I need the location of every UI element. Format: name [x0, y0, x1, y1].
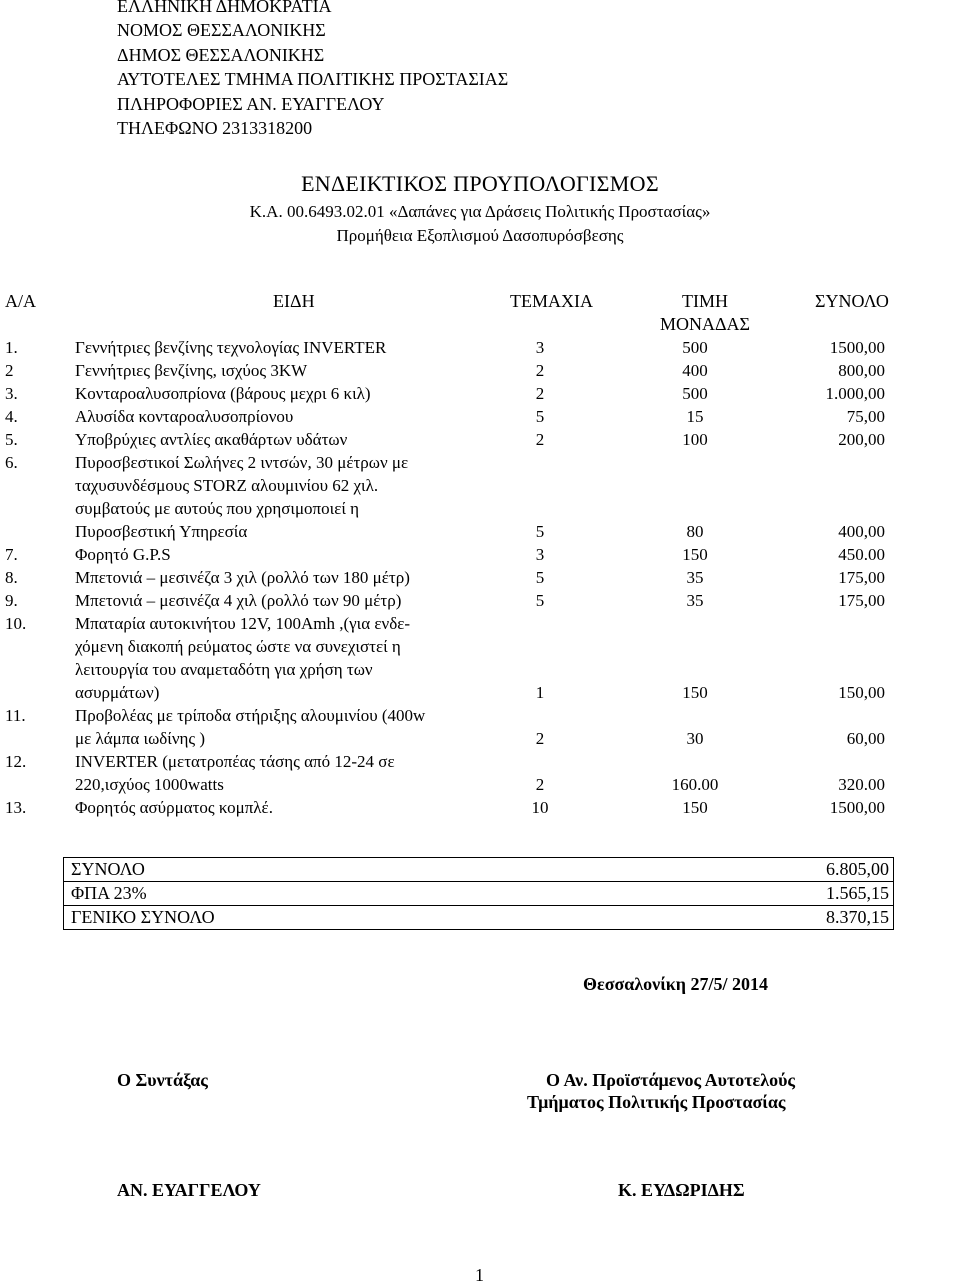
row-quantity: 5 [535, 407, 545, 426]
row-number: 11. [5, 706, 26, 725]
column-header-total: ΣΥΝΟΛΟ [815, 291, 889, 311]
row-number: 6. [5, 453, 18, 472]
totals-row [64, 858, 894, 882]
row-description: Μπαταρία αυτοκινήτου 12V, 100Amh ,(για ενδε- [75, 614, 411, 633]
row-description: ταχυσυνδέσμους STORZ αλουμινίου 62 χιλ. [75, 476, 379, 495]
column-header-qty: ΤΕΜΑΧΙΑ [510, 291, 593, 311]
row-number: 7. [5, 545, 18, 564]
row-number: 8. [5, 568, 18, 587]
totals-table [63, 857, 894, 930]
row-total: 1500,00 [829, 798, 885, 817]
row-quantity: 5 [535, 522, 545, 541]
column-header-price-line2: ΜΟΝΑΔΑΣ [659, 314, 751, 334]
row-unit-price: 80 [686, 522, 704, 541]
totals-label: ΣΥΝΟΛΟ [71, 859, 145, 879]
row-unit-price: 150 [682, 545, 708, 564]
row-quantity: 3 [535, 545, 545, 564]
row-total: 75,00 [846, 407, 885, 426]
row-description: Φορητό G.P.S [75, 545, 171, 564]
column-header-items: ΕΙΔΗ [273, 291, 315, 311]
row-description: Πυροσβεστική Υπηρεσία [75, 522, 248, 541]
row-description: ασυρμάτων) [75, 683, 160, 702]
row-quantity: 3 [535, 338, 545, 357]
row-unit-price: 35 [686, 568, 704, 587]
director-name: Κ. ΕΥΔΩΡΙΔΗΣ [618, 1180, 745, 1200]
row-quantity: 5 [535, 568, 545, 587]
row-description: λειτουργία του αναμεταδότη για χρήση των [75, 660, 373, 679]
procurement-subtitle: Προμήθεια Εξοπλισμού Δασοπυρόσβεσης [336, 226, 624, 245]
row-unit-price: 150 [682, 798, 708, 817]
date-line: Θεσσαλονίκη 27/5/ 2014 [583, 974, 769, 994]
row-total: 60,00 [846, 729, 885, 748]
director-title-line1: Ο Αν. Προϊστάμενος Αυτοτελούς [546, 1070, 796, 1090]
director-title-line2: Τμήματος Πολιτικής Προστασίας [527, 1092, 786, 1112]
row-number: 1. [5, 338, 18, 357]
row-unit-price: 500 [682, 338, 708, 357]
row-total: 450.00 [838, 545, 885, 564]
budget-code-subtitle: Κ.Α. 00.6493.02.01 «Δαπάνες για Δράσεις Πολιτικής Προστασίας» [249, 202, 711, 221]
row-description: χόμενη διακοπή ρεύματος ώστε να συνεχιστεί η [75, 637, 401, 656]
totals-row [64, 906, 894, 930]
row-number: 13. [5, 798, 27, 817]
row-unit-price: 30 [686, 729, 704, 748]
row-quantity: 2 [535, 729, 545, 748]
row-unit-price: 400 [682, 361, 708, 380]
row-unit-price: 160.00 [671, 775, 719, 794]
row-total: 175,00 [838, 591, 885, 610]
row-description: Γεννήτριες βενζίνης, ισχύος 3KW [75, 361, 308, 380]
page-number: 1 [475, 1265, 484, 1285]
row-description: Κονταροαλυσοπρίονα (βάρους μεχρι 6 κιλ) [75, 384, 371, 403]
row-quantity: 1 [535, 683, 545, 702]
row-description: Αλυσίδα κονταροαλυσοπρίονου [75, 407, 294, 426]
row-total: 400,00 [838, 522, 885, 541]
row-description: Υποβρύχιες αντλίες ακαθάρτων υδάτων [75, 430, 348, 449]
row-description: INVERTER (μετατροπέας τάσης από 12-24 σε [75, 752, 395, 771]
totals-label: ΓΕΝΙΚΟ ΣΥΝΟΛΟ [71, 907, 215, 927]
row-total: 200,00 [838, 430, 885, 449]
totals-value: 1.565,15 [826, 883, 889, 903]
totals-value: 6.805,00 [826, 859, 889, 879]
row-total: 320.00 [838, 775, 885, 794]
letterhead-line: ΕΛΛΗΝΙΚΗ ΔΗΜΟΚΡΑΤΙΑ [117, 0, 332, 16]
row-number: 10. [5, 614, 27, 633]
author-title: Ο Συντάξας [117, 1070, 208, 1090]
row-number: 2 [5, 361, 14, 380]
row-total: 175,00 [838, 568, 885, 587]
row-quantity: 10 [531, 798, 549, 817]
totals-value: 8.370,15 [826, 907, 889, 927]
totals-label: ΦΠΑ 23% [71, 883, 147, 903]
row-description: Φορητός ασύρματος κομπλέ. [75, 798, 273, 817]
column-header-price-line1: ΤΙΜΗ [682, 291, 728, 311]
letterhead-line: ΠΛΗΡΟΦΟΡΙΕΣ ΑΝ. ΕΥΑΓΓΕΛΟΥ [117, 93, 385, 114]
row-unit-price: 150 [682, 683, 708, 702]
row-description: Πυροσβεστικοί Σωλήνες 2 ιντσών, 30 μέτρων με [75, 453, 409, 472]
row-description: με λάμπα ιωδίνης ) [75, 729, 206, 748]
row-total: 150,00 [838, 683, 885, 702]
row-quantity: 2 [535, 430, 545, 449]
totals-row [64, 882, 894, 906]
row-quantity: 5 [535, 591, 545, 610]
row-unit-price: 35 [686, 591, 704, 610]
letterhead [117, 0, 508, 140]
row-description: συμβατούς με αυτούς που χρησιμοποιεί η [75, 499, 360, 518]
row-description: Μπετονιά – μεσινέζα 4 χιλ (ρολλό των 90 μέτρ) [75, 591, 402, 610]
letterhead-line: ΝΟΜΟΣ ΘΕΣΣΑΛΟΝΙΚΗΣ [117, 20, 326, 41]
row-total: 1.000,00 [825, 384, 885, 403]
row-description: 220,ισχύος 1000watts [75, 775, 224, 794]
column-header-price [640, 290, 770, 336]
row-quantity: 2 [535, 775, 545, 794]
letterhead-line: ΤΗΛΕΦΩΝΟ 2313318200 [117, 118, 313, 139]
row-description: Γεννήτριες βενζίνης τεχνολογίας INVERTER [75, 338, 387, 357]
column-header-aa: Α/Α [5, 291, 36, 311]
row-number: 4. [5, 407, 18, 426]
row-number: 3. [5, 384, 18, 403]
author-name: ΑΝ. ΕΥΑΓΓΕΛΟΥ [117, 1180, 261, 1200]
row-total: 1500,00 [829, 338, 885, 357]
row-total: 800,00 [838, 361, 885, 380]
row-number: 12. [5, 752, 27, 771]
row-unit-price: 500 [682, 384, 708, 403]
row-number: 9. [5, 591, 18, 610]
row-unit-price: 15 [686, 407, 704, 426]
row-quantity: 2 [535, 384, 545, 403]
document-title: ΕΝΔΕΙΚΤΙΚΟΣ ΠΡΟΥΠΟΛΟΓΙΣΜΟΣ [301, 171, 659, 196]
letterhead-line: ΔΗΜΟΣ ΘΕΣΣΑΛΟΝΙΚΗΣ [117, 44, 325, 65]
row-quantity: 2 [535, 361, 545, 380]
row-unit-price: 100 [682, 430, 708, 449]
row-description: Προβολέας με τρίποδα στήριξης αλουμινίου (400w [75, 706, 426, 725]
letterhead-line: ΑΥΤΟΤΕΛΕΣ ΤΜΗΜΑ ΠΟΛΙΤΙΚΗΣ ΠΡΟΣΤΑΣΙΑΣ [117, 69, 509, 90]
row-number: 5. [5, 430, 18, 449]
row-description: Μπετονιά – μεσινέζα 3 χιλ (ρολλό των 180 μέτρ) [75, 568, 410, 587]
